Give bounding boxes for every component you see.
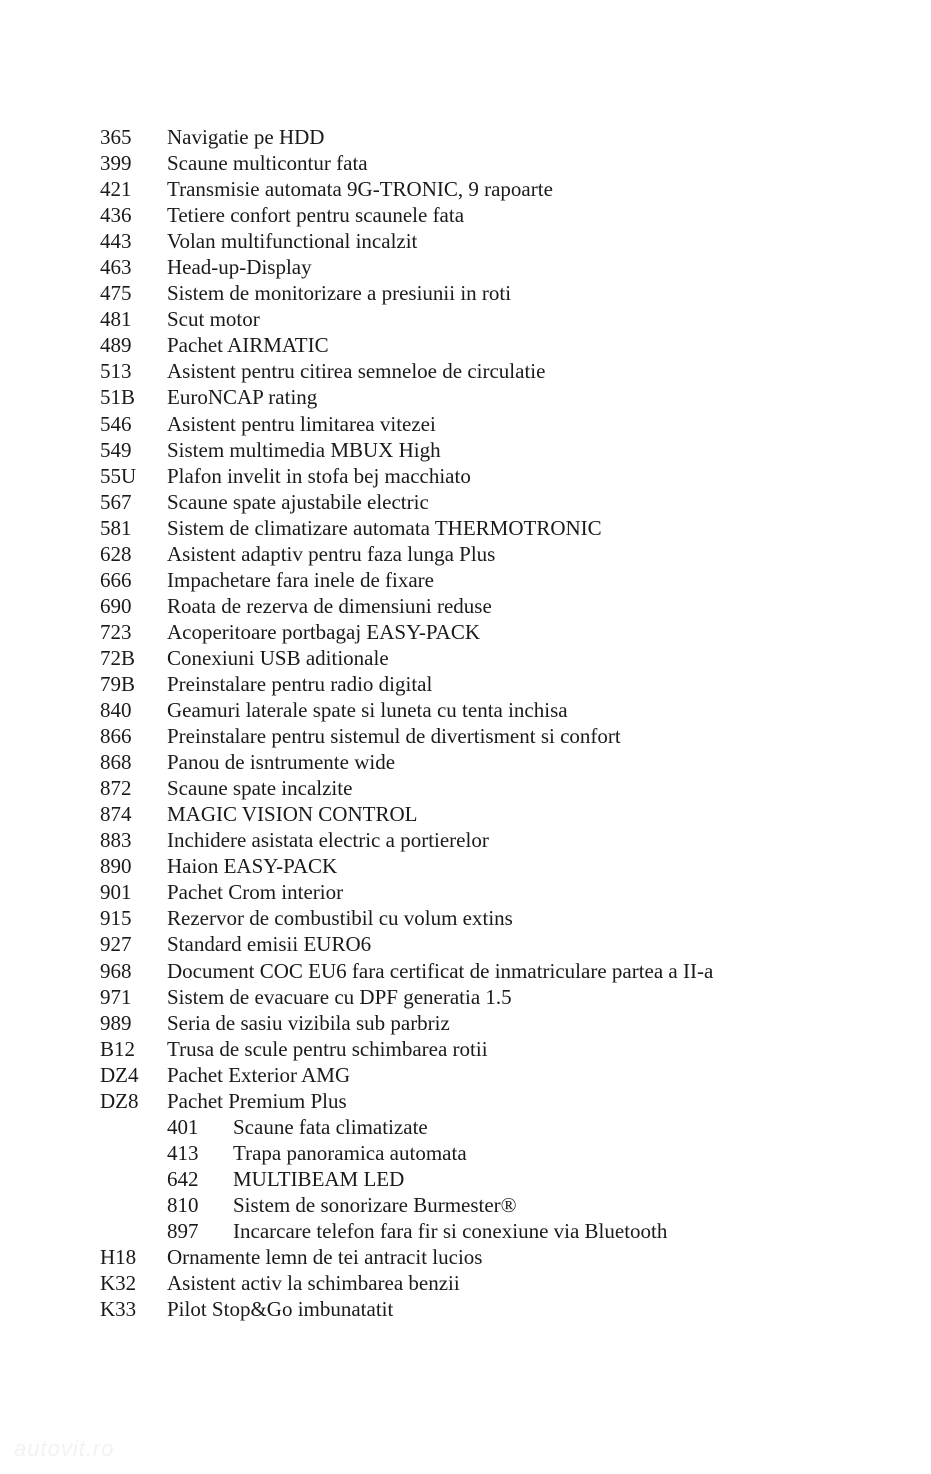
option-code: 401	[167, 1114, 199, 1139]
option-code: 690	[100, 593, 132, 618]
option-row	[100, 801, 900, 827]
option-row	[100, 1088, 900, 1114]
option-code: 581	[100, 515, 132, 540]
option-code: 872	[100, 776, 132, 801]
option-code: DZ8	[100, 1088, 139, 1113]
option-code: 475	[100, 281, 132, 306]
option-row	[100, 254, 900, 280]
option-description: Navigatie pe HDD	[167, 125, 325, 149]
option-row	[100, 984, 900, 1010]
option-description: MAGIC VISION CONTROL	[167, 802, 418, 827]
option-row	[100, 619, 900, 645]
option-description: Roata de rezerva de dimensiuni reduse	[167, 593, 492, 618]
option-row	[100, 1270, 900, 1296]
option-code: 901	[100, 880, 132, 905]
option-description: Scaune multicontur fata	[167, 151, 368, 176]
option-code: 51B	[100, 385, 136, 410]
option-row	[100, 905, 900, 931]
option-description: Head-up-Display	[167, 255, 312, 280]
option-code: 927	[100, 932, 132, 957]
option-description: Incarcare telefon fara fir si conexiune via Bluetooth	[233, 1218, 668, 1243]
option-description: Impachetare fara inele de fixare	[167, 567, 434, 592]
option-code: 723	[100, 619, 132, 644]
option-row	[100, 775, 900, 801]
option-description: Panou de isntrumente wide	[167, 750, 396, 775]
option-code: 72B	[100, 645, 136, 670]
option-description: Haion EASY-PACK	[167, 854, 338, 879]
option-row	[100, 411, 900, 437]
option-description: Sistem multimedia MBUX High	[167, 437, 441, 462]
option-description: Scaune spate ajustabile electric	[167, 489, 429, 514]
option-description: MULTIBEAM LED	[233, 1166, 405, 1191]
option-description: Pachet Premium Plus	[167, 1088, 347, 1113]
option-description: Sistem de evacuare cu DPF generatia 1.5	[167, 984, 512, 1009]
option-row	[100, 463, 900, 489]
option-description: Preinstalare pentru radio digital	[167, 671, 433, 696]
option-row	[100, 593, 900, 619]
sub-option-row	[100, 1114, 900, 1140]
option-row	[100, 723, 900, 749]
option-code: DZ4	[100, 1062, 139, 1087]
watermark: autovit.ro	[14, 1436, 115, 1461]
option-code: 989	[100, 1010, 132, 1035]
option-row	[100, 1062, 900, 1088]
option-code: 897	[167, 1218, 199, 1243]
option-code: 549	[100, 437, 132, 462]
option-code: 463	[100, 255, 132, 280]
option-code: K33	[100, 1297, 137, 1322]
option-row	[100, 332, 900, 358]
option-row	[100, 645, 900, 671]
option-code: 55U	[100, 463, 137, 488]
option-row	[100, 749, 900, 775]
option-code: 890	[100, 854, 132, 879]
option-code: 489	[100, 333, 132, 358]
option-code: 513	[100, 359, 132, 384]
option-row	[100, 827, 900, 853]
option-description: Scaune fata climatizate	[233, 1114, 428, 1139]
option-description: Rezervor de combustibil cu volum extins	[167, 906, 513, 931]
option-code: 666	[100, 567, 132, 592]
options-list	[100, 124, 900, 1322]
option-code: 810	[167, 1192, 199, 1217]
option-code: 968	[100, 958, 132, 983]
option-description: Ornamente lemn de tei antracit lucios	[167, 1245, 483, 1270]
option-code: 443	[100, 229, 132, 254]
option-row	[100, 1244, 900, 1270]
option-row	[100, 879, 900, 905]
option-description: Scut motor	[167, 307, 260, 332]
option-code: 436	[100, 203, 132, 228]
option-description: Preinstalare pentru sistemul de divertisment si confort	[167, 724, 621, 749]
option-code: 628	[100, 541, 132, 566]
option-row	[100, 280, 900, 306]
option-row	[100, 150, 900, 176]
option-description: Scaune spate incalzite	[167, 776, 353, 801]
option-row	[100, 437, 900, 463]
option-description: Trapa panoramica automata	[233, 1140, 467, 1165]
sub-option-row	[100, 1140, 900, 1166]
option-code: 883	[100, 828, 132, 853]
option-row	[100, 306, 900, 332]
sub-option-row	[100, 1192, 900, 1218]
option-description: Asistent pentru limitarea vitezei	[167, 411, 436, 436]
option-code: B12	[100, 1036, 136, 1061]
option-code: 874	[100, 802, 132, 827]
option-description: Trusa de scule pentru schimbarea rotii	[167, 1036, 488, 1061]
sub-option-row	[100, 1218, 900, 1244]
option-description: Document COC EU6 fara certificat de inmatriculare partea a II-a	[167, 958, 714, 983]
option-description: Pachet Exterior AMG	[167, 1062, 351, 1087]
option-row	[100, 176, 900, 202]
option-row	[100, 228, 900, 254]
option-description: Geamuri laterale spate si luneta cu tenta inchisa	[167, 698, 568, 723]
option-code: 481	[100, 307, 132, 332]
option-code: 421	[100, 177, 132, 202]
option-code: K32	[100, 1271, 137, 1296]
option-description: Inchidere asistata electric a portierelor	[167, 828, 489, 853]
option-row	[100, 358, 900, 384]
option-row	[100, 489, 900, 515]
option-row	[100, 384, 900, 410]
option-row	[100, 697, 900, 723]
option-description: Asistent adaptiv pentru faza lunga Plus	[167, 541, 496, 566]
option-description: Standard emisii EURO6	[167, 932, 372, 957]
option-description: Seria de sasiu vizibila sub parbriz	[167, 1010, 450, 1035]
option-description: Tetiere confort pentru scaunele fata	[167, 203, 465, 228]
option-description: Plafon invelit in stofa bej macchiato	[167, 463, 471, 488]
option-description: Asistent activ la schimbarea benzii	[167, 1271, 460, 1296]
option-description: Acoperitoare portbagaj EASY-PACK	[167, 619, 481, 644]
option-code: 399	[100, 151, 132, 176]
option-code: 971	[100, 984, 132, 1009]
option-code: 642	[167, 1166, 199, 1191]
option-description: Asistent pentru citirea semneloe de circulatie	[167, 359, 546, 384]
option-description: Sistem de climatizare automata THERMOTRONIC	[167, 515, 602, 540]
option-description: Sistem de sonorizare Burmester®	[233, 1192, 517, 1217]
option-row	[100, 541, 900, 567]
option-description: Sistem de monitorizare a presiunii in roti	[167, 281, 512, 306]
option-row	[100, 1010, 900, 1036]
option-description: Pachet AIRMATIC	[167, 333, 329, 358]
option-row	[100, 853, 900, 879]
option-code: 365	[100, 125, 132, 149]
option-row	[100, 124, 900, 150]
option-code: 915	[100, 906, 132, 931]
option-description: EuroNCAP rating	[167, 385, 318, 410]
option-row	[100, 1036, 900, 1062]
option-row	[100, 202, 900, 228]
option-code: 79B	[100, 671, 136, 696]
option-description: Volan multifunctional incalzit	[167, 229, 418, 254]
option-code: 840	[100, 698, 132, 723]
option-description: Pilot Stop&Go imbunatatit	[167, 1297, 394, 1322]
option-code: 567	[100, 489, 132, 514]
option-code: H18	[100, 1245, 137, 1270]
option-description: Pachet Crom interior	[167, 880, 344, 905]
option-code: 866	[100, 724, 132, 749]
option-row	[100, 958, 900, 984]
option-row	[100, 515, 900, 541]
option-row	[100, 931, 900, 957]
option-description: Transmisie automata 9G-TRONIC, 9 rapoarte	[167, 177, 553, 202]
sub-option-row	[100, 1166, 900, 1192]
option-code: 546	[100, 411, 132, 436]
option-code: 868	[100, 750, 132, 775]
option-row	[100, 1296, 900, 1322]
option-code: 413	[167, 1140, 199, 1165]
option-row	[100, 671, 900, 697]
option-row	[100, 567, 900, 593]
option-description: Conexiuni USB aditionale	[167, 645, 389, 670]
